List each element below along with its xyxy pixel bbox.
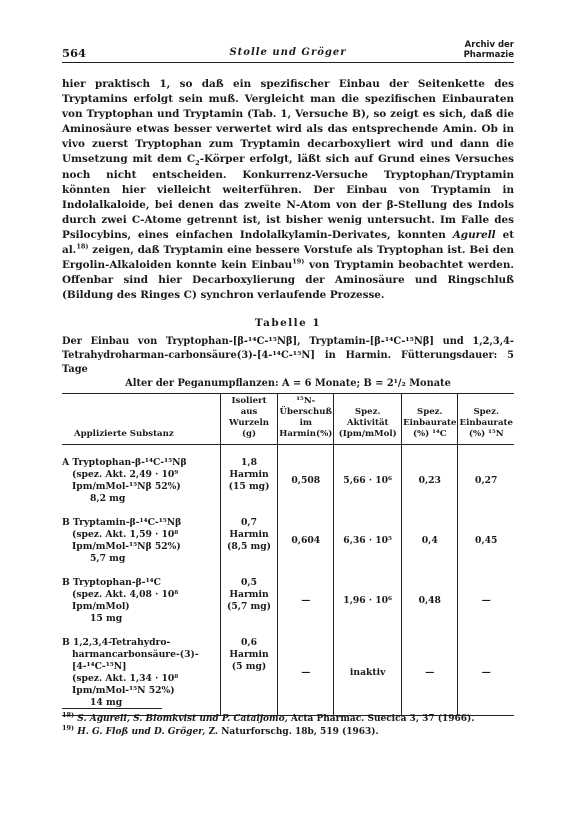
substance-detail: Ipm/mMol) (72, 601, 130, 613)
table-row (62, 577, 514, 637)
rate-n15-cell: 0,45 (458, 517, 514, 577)
column-header: Spez. Aktivität (Ipm/mMol) (334, 394, 402, 445)
substance-name: B 1,2,3,4-Tetrahydro- (62, 637, 171, 649)
substance-detail: Ipm/mMol-¹⁵N 52%) (72, 685, 175, 697)
substance-mass: 14 mg (90, 697, 123, 709)
rate-c14-cell: 0,4 (402, 517, 458, 577)
isolated-mass: (15 mg) (228, 481, 270, 493)
isolated-mass: (5,7 mg) (227, 601, 272, 613)
activity-cell: 6,36 · 10⁵ (334, 517, 402, 577)
footnote-authors: H. G. Floß und D. Gröger, (77, 727, 206, 737)
substance-cell (62, 577, 220, 637)
rate-n15-cell: — (458, 637, 514, 716)
substance-detail: [4-¹⁴C-¹⁵N] (72, 661, 127, 673)
rate-n15-cell: 0,27 (458, 445, 514, 518)
substance-mass: 5,7 mg (90, 553, 126, 565)
column-header: ¹⁵N-Überschuß im Harmin(%) (278, 394, 334, 445)
footnote-ref-18: 18) (76, 242, 89, 251)
isolated-amount: 0,5 (241, 577, 258, 589)
substance-name: B Tryptamin-β-¹⁴C-¹⁵Nβ (62, 517, 182, 529)
rate-c14-cell: 0,23 (402, 445, 458, 518)
footnote-ref-19: 19) (292, 257, 305, 266)
isolated-cell (220, 445, 277, 518)
body-text-3: zeigen, daß Tryptamin eine bessere Vorstufe als Tryptophan ist. Bei den Ergolin-Alkaloiden konnte kein Einbau (62, 244, 514, 272)
citation-author: Agurell (452, 228, 496, 241)
body-text-1: hier praktisch 1, so daß ein spezifischer Einbau der Seitenkette des Tryptamins erfolgt sein muß. Vergleicht man die spezifischen Einbauraten von Tryptophan und Tryptamin (Tab. 1, Versuche B), so zeigt es sich, daß die Aminosäure etwas besser verwertet wird als das entsprechende Amin. Ob in vivo zuerst Tryptophan zum Tryptamin decarboxyliert wird und dann die Umsetzung mit dem C (62, 78, 514, 166)
footnote-authors: S. Agurell, S. Blomkvist und P. Cataljomo, (77, 714, 288, 724)
substance-detail: harmancarbonsäure-(3)- (72, 649, 199, 661)
substance-detail: (spez. Akt. 1,34 · 10⁸ (72, 673, 179, 685)
substance-detail: Ipm/mMol-¹⁵Nβ 52%) (72, 481, 181, 493)
substance-detail: (spez. Akt. 1,59 · 10⁸ (72, 529, 179, 541)
activity-cell: 1,96 · 10⁶ (334, 577, 402, 637)
isolated-compound: Harmin (229, 649, 269, 661)
substance-mass: 15 mg (90, 613, 123, 625)
footnote-18 (62, 713, 514, 726)
substance-detail: Ipm/mMol-¹⁵Nβ 52%) (72, 541, 181, 553)
footnote-source: Acta Pharmac. Suecica 3, 37 (1966). (287, 714, 475, 724)
activity-cell: 5,66 · 10⁶ (334, 445, 402, 518)
page (62, 40, 514, 716)
substance-cell (62, 637, 220, 716)
page-number: 564 (62, 46, 87, 60)
footnote-19 (62, 726, 514, 739)
footnote-rule (62, 708, 162, 709)
substance-cell (62, 445, 220, 518)
substance-detail: (spez. Akt. 4,08 · 10⁸ (72, 589, 179, 601)
body-text-4: von Tryptamin beobachtet werden. Offenbar sind hier Decarboxylierung der Aminosäure und Ringschluß (Bildung des Ringes C) synchron verlaufende Prozesse. (62, 259, 514, 302)
journal-name (464, 40, 514, 60)
substance-cell (62, 517, 220, 577)
footnotes (62, 708, 514, 739)
body-text-2: -Körper erfolgt, läßt sich auf Grund eines Versuches noch nicht entscheiden. Konkurrenz-Versuche Tryptophan/Tryptamin könnten hier vielleicht weiterführen. Der Einbau von Tryptamin in Indolalkaloide, bei denen das zweite N-Atom von der β-Stellung des Indols durch zwei C-Atome getrennt ist, ist bisher wenig untersucht. Im Falle des Psilocybins, eines einfachen Indolalkylamin-Derivates, konnten (62, 153, 515, 241)
citation-etal: et al. (62, 228, 515, 257)
substance-name: A Tryptophan-β-¹⁴C-¹⁵Nβ (62, 457, 187, 469)
table-age-line: Alter der Peganumpflanzen: A = 6 Monate; B = 2¹/₂ Monate (125, 378, 451, 390)
table-row (62, 517, 514, 577)
isolated-cell (220, 637, 277, 716)
column-header: Isoliert aus Wurzeln (g) (220, 394, 277, 445)
column-header: Spez. Einbaurate (%) ¹⁴C (402, 394, 458, 445)
isolated-cell (220, 517, 277, 577)
isolated-amount: 0,6 (241, 637, 258, 649)
substance-detail: (spez. Akt. 2,49 · 10⁹ (72, 469, 179, 481)
isolated-amount: 0,7 (241, 517, 258, 529)
body-subscript: 2 (195, 159, 200, 168)
substance-name: B Tryptophan-β-¹⁴C (62, 577, 161, 589)
substance-mass: 8,2 mg (90, 493, 126, 505)
isolated-mass: (5 mg) (231, 661, 267, 673)
isolated-compound: Harmin (229, 589, 269, 601)
n15-excess-cell: — (278, 637, 334, 716)
isolated-compound: Harmin (229, 529, 269, 541)
running-authors: Stolle und Gröger (229, 47, 347, 58)
table-row (62, 445, 514, 518)
footnote-number: 18) (62, 711, 75, 719)
isolated-mass: (8,5 mg) (227, 541, 272, 553)
running-header (62, 40, 514, 63)
rate-c14-cell: 0,48 (402, 577, 458, 637)
activity-cell: inaktiv (334, 637, 402, 716)
footnote-number: 19) (62, 724, 75, 732)
journal-line-2: Pharmazie (463, 50, 514, 60)
table-header-row (62, 394, 514, 445)
isolated-cell (220, 577, 277, 637)
journal-line-1: Archiv der (464, 40, 514, 50)
column-header: Spez. Einbaurate (%) ¹⁵N (458, 394, 514, 445)
n15-excess-cell: — (278, 577, 334, 637)
column-header: Applizierte Substanz (62, 394, 220, 445)
isolated-amount: 1,8 (241, 457, 258, 469)
table-caption: Der Einbau von Tryptophan-[β-¹⁴C-¹⁵Nβ], Tryptamin-[β-¹⁴C-¹⁵Nβ] und 1,2,3,4-Tetrahydroharman-carbonsäure(3)-[4-¹⁴C-¹⁵N] in Harmin. Fütterungsdauer: 5 Tage (62, 336, 514, 375)
n15-excess-cell: 0,604 (278, 517, 334, 577)
table-row (62, 637, 514, 716)
rate-n15-cell: — (458, 577, 514, 637)
rate-c14-cell: — (402, 637, 458, 716)
body-paragraph (62, 77, 514, 303)
n15-excess-cell: 0,508 (278, 445, 334, 518)
data-table (62, 393, 514, 716)
footnote-source: Z. Naturforschg. 18b, 519 (1963). (205, 727, 379, 737)
table-title: Tabelle 1 (254, 317, 322, 330)
isolated-compound: Harmin (229, 469, 269, 481)
